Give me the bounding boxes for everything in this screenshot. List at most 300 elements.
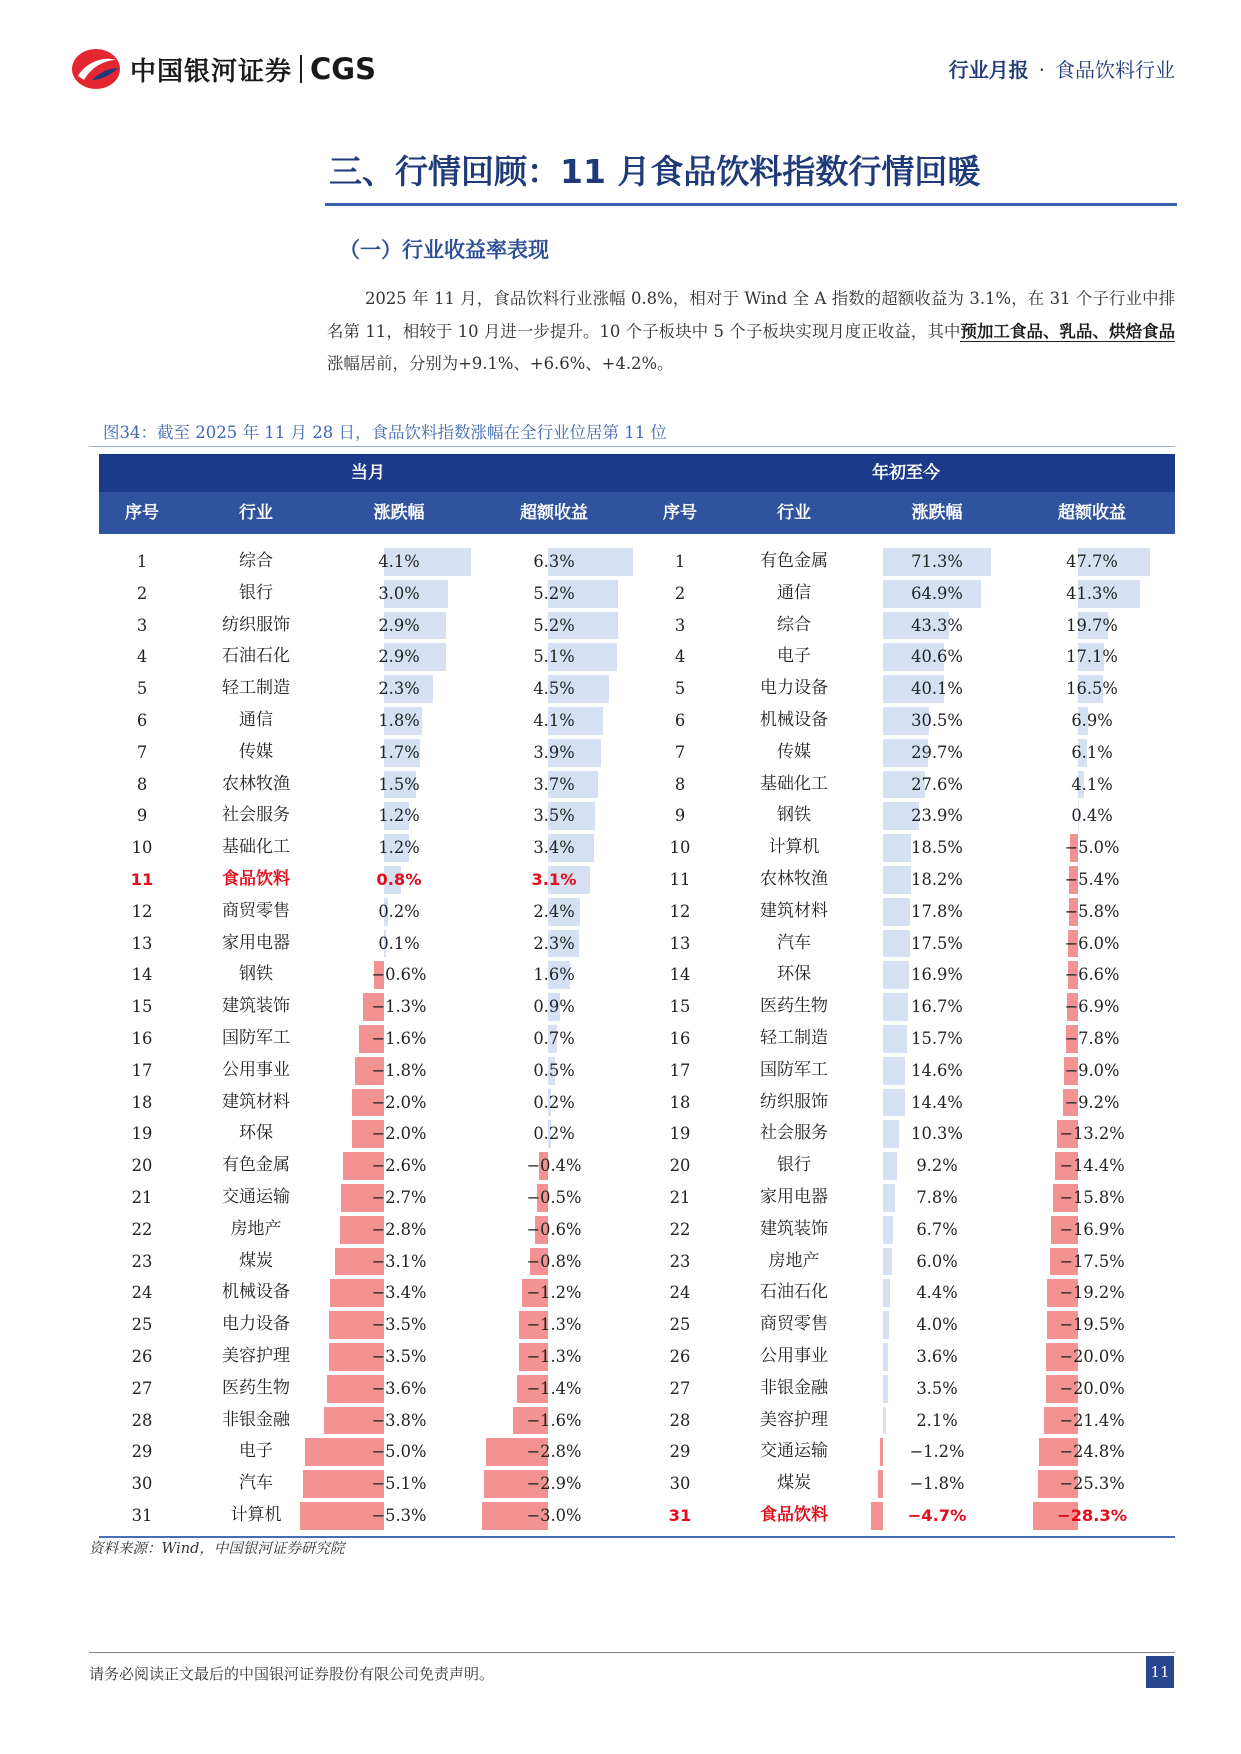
ytd-change-cell [865, 1309, 1009, 1341]
ytd-excess-label: 41.3% [1066, 583, 1118, 603]
ytd-rank: 2 [674, 583, 686, 603]
month-excess-cell [471, 1468, 637, 1500]
ytd-excess-cell [1009, 896, 1175, 928]
ytd-industry: 综合 [777, 614, 811, 635]
ytd-excess-label: −14.4% [1059, 1156, 1125, 1176]
month-excess-cell [471, 959, 637, 991]
month-rank: 5 [136, 679, 148, 699]
ytd-excess-cell [1009, 610, 1175, 642]
table-row [99, 769, 1175, 801]
month-change-cell [327, 1277, 471, 1309]
month-rank: 24 [131, 1283, 153, 1303]
month-industry: 计算机 [230, 1504, 282, 1525]
month-industry: 国防军工 [222, 1027, 290, 1048]
ytd-excess-cell [1009, 832, 1175, 864]
ytd-change-label: 6.7% [916, 1219, 958, 1239]
ytd-excess-cell [1009, 864, 1175, 896]
ytd-change-label: 64.9% [911, 583, 963, 603]
month-excess-cell [471, 1405, 637, 1437]
ytd-excess-cell [1009, 673, 1175, 705]
month-excess-cell [471, 1023, 637, 1055]
ytd-excess-label: −9.0% [1064, 1060, 1120, 1080]
table-row [99, 578, 1175, 610]
ytd-industry: 房地产 [768, 1250, 820, 1271]
ytd-industry: 电力设备 [760, 678, 828, 699]
ytd-industry: 国防军工 [760, 1059, 828, 1080]
month-change-label: −5.1% [371, 1474, 427, 1494]
ytd-rank: 13 [669, 933, 691, 953]
month-change-cell [327, 1087, 471, 1119]
ytd-group [637, 1087, 1175, 1119]
ytd-industry: 煤炭 [777, 1473, 811, 1494]
col-header-change: 涨跌幅 [373, 503, 425, 523]
ytd-change-cell [865, 1468, 1009, 1500]
table-row [99, 1214, 1175, 1246]
month-excess-label: −1.3% [526, 1315, 582, 1335]
ytd-industry: 交通运输 [760, 1441, 828, 1462]
industry-return-table [99, 454, 1175, 1538]
month-rank: 27 [131, 1378, 153, 1398]
month-excess-label: 3.7% [533, 774, 575, 794]
ytd-excess-label: −7.8% [1064, 1028, 1120, 1048]
ytd-rank: 27 [669, 1378, 691, 1398]
ytd-industry: 通信 [777, 582, 811, 603]
month-excess-label: 0.2% [533, 1124, 575, 1144]
month-change-cell [327, 1341, 471, 1373]
brand-divider [300, 55, 302, 83]
ytd-excess-label: −25.3% [1059, 1474, 1125, 1494]
month-change-label: 1.5% [378, 774, 420, 794]
ytd-excess-label: −13.2% [1059, 1124, 1125, 1144]
month-change-label: −3.4% [371, 1283, 427, 1303]
footer-divider [89, 1652, 1175, 1653]
month-rank: 23 [131, 1251, 153, 1271]
ytd-change-label: 71.3% [911, 552, 963, 571]
table-row [99, 1500, 1175, 1532]
ytd-change-cell [865, 641, 1009, 673]
ytd-rank: 16 [669, 1028, 691, 1048]
month-excess-label: 2.4% [533, 901, 575, 921]
month-rank: 17 [131, 1060, 153, 1080]
ytd-excess-label: −15.8% [1059, 1187, 1125, 1207]
ytd-change-cell [865, 1373, 1009, 1405]
ytd-group [637, 610, 1175, 642]
month-industry: 社会服务 [222, 805, 290, 826]
ytd-group [637, 1341, 1175, 1373]
table-row [99, 928, 1175, 960]
month-industry: 电力设备 [222, 1314, 290, 1335]
month-group [99, 832, 637, 864]
brand-name-en: CGS [310, 52, 376, 86]
month-excess-cell [471, 1246, 637, 1278]
ytd-rank: 17 [669, 1060, 691, 1080]
month-excess-cell [471, 1500, 637, 1532]
month-excess-cell [471, 705, 637, 737]
month-rank: 7 [136, 742, 148, 762]
month-excess-label: 0.5% [533, 1060, 575, 1080]
summary-paragraph [327, 283, 1175, 381]
ytd-group [637, 928, 1175, 960]
ytd-rank: 25 [669, 1315, 691, 1335]
ytd-excess-cell [1009, 1023, 1175, 1055]
month-change-label: −3.6% [371, 1378, 427, 1398]
ytd-excess-label: 19.7% [1066, 615, 1118, 635]
ytd-change-cell [865, 1214, 1009, 1246]
table-column-header [99, 492, 1175, 534]
ytd-excess-cell [1009, 1118, 1175, 1150]
month-excess-label: −0.6% [526, 1219, 582, 1239]
ytd-group [637, 1150, 1175, 1182]
month-group [99, 546, 637, 578]
table-row [99, 1023, 1175, 1055]
month-rank: 10 [131, 838, 153, 858]
month-excess-cell [471, 1373, 637, 1405]
ytd-group [637, 1277, 1175, 1309]
col-header-excess: 超额收益 [1058, 503, 1126, 523]
month-excess-label: 6.3% [533, 552, 575, 571]
month-change-label: −2.6% [371, 1156, 427, 1176]
month-rank: 12 [131, 901, 153, 921]
month-group [99, 1150, 637, 1182]
month-rank: 29 [131, 1442, 153, 1462]
month-change-cell [327, 546, 471, 578]
month-excess-cell [471, 610, 637, 642]
ytd-excess-label: 6.1% [1071, 742, 1113, 762]
ytd-rank: 21 [669, 1187, 691, 1207]
month-excess-label: 5.2% [533, 615, 575, 635]
month-excess-label: −2.8% [526, 1442, 582, 1462]
month-excess-cell [471, 737, 637, 769]
ytd-change-cell [865, 991, 1009, 1023]
month-rank: 25 [131, 1315, 153, 1335]
month-excess-cell [471, 1150, 637, 1182]
ytd-industry: 石油石化 [760, 1282, 828, 1303]
month-rank: 28 [131, 1410, 153, 1430]
month-excess-cell [471, 991, 637, 1023]
group-header-ytd: 年初至今 [872, 463, 940, 483]
month-change-cell [327, 769, 471, 801]
ytd-excess-label: −9.2% [1064, 1092, 1120, 1112]
ytd-rank: 10 [669, 838, 691, 858]
month-change-label: 2.3% [378, 679, 420, 699]
sub-title: （一）行业收益率表现 [339, 238, 549, 262]
table-row [99, 1118, 1175, 1150]
month-rank: 26 [131, 1346, 153, 1366]
month-excess-label: −0.5% [526, 1187, 582, 1207]
month-excess-label: −1.3% [526, 1346, 582, 1366]
month-industry: 有色金属 [222, 1155, 290, 1176]
month-group [99, 1246, 637, 1278]
month-change-label: −0.6% [371, 965, 427, 985]
month-excess-cell [471, 1436, 637, 1468]
month-industry: 美容护理 [222, 1345, 290, 1366]
ytd-change-cell [865, 1436, 1009, 1468]
month-excess-cell [471, 1277, 637, 1309]
month-excess-cell [471, 1182, 637, 1214]
month-rank: 2 [136, 583, 148, 603]
ytd-industry: 农林牧渔 [760, 868, 828, 889]
figure-divider [89, 446, 1175, 447]
ytd-change-label: 18.5% [911, 838, 963, 858]
col-header-excess: 超额收益 [520, 503, 588, 523]
month-rank: 18 [131, 1092, 153, 1112]
ytd-change-cell [865, 1182, 1009, 1214]
ytd-excess-cell [1009, 578, 1175, 610]
month-excess-label: −3.0% [526, 1505, 582, 1525]
table-row [99, 610, 1175, 642]
ytd-rank: 11 [669, 869, 691, 889]
month-change-cell [327, 1405, 471, 1437]
table-row [99, 1373, 1175, 1405]
ytd-excess-cell [1009, 1214, 1175, 1246]
month-change-cell [327, 1246, 471, 1278]
ytd-change-cell [865, 864, 1009, 896]
ytd-rank: 7 [674, 742, 686, 762]
month-change-cell [327, 737, 471, 769]
month-rank: 6 [136, 710, 148, 730]
ytd-industry: 纺织服饰 [760, 1091, 828, 1112]
brand-name-cn: 中国银河证券 [130, 56, 293, 87]
ytd-group [637, 959, 1175, 991]
ytd-change-cell [865, 1277, 1009, 1309]
month-industry: 家用电器 [222, 932, 290, 953]
month-rank: 30 [131, 1474, 153, 1494]
report-type: 行业月报 [948, 58, 1029, 82]
ytd-change-cell [865, 769, 1009, 801]
month-industry: 建筑装饰 [222, 996, 290, 1017]
ytd-rank: 23 [669, 1251, 691, 1271]
month-change-cell [327, 1436, 471, 1468]
month-change-cell [327, 896, 471, 928]
month-excess-label: −1.6% [526, 1410, 582, 1430]
paragraph-highlight: 预加工食品、乳品、烘焙食品 [960, 321, 1175, 341]
section-divider [325, 203, 1177, 206]
ytd-group [637, 546, 1175, 578]
ytd-change-cell [865, 1500, 1009, 1532]
ytd-change-label: 43.3% [911, 615, 963, 635]
month-change-label: 1.2% [378, 806, 420, 826]
month-change-cell [327, 1500, 471, 1532]
ytd-group [637, 864, 1175, 896]
ytd-excess-label: −24.8% [1059, 1442, 1125, 1462]
ytd-group [637, 578, 1175, 610]
month-change-label: 0.8% [376, 869, 422, 889]
month-excess-label: 5.1% [533, 647, 575, 667]
ytd-change-cell [865, 959, 1009, 991]
ytd-change-label: 40.1% [911, 679, 963, 699]
ytd-industry: 食品饮料 [760, 1504, 828, 1525]
ytd-rank: 31 [668, 1505, 692, 1525]
table-row [99, 641, 1175, 673]
month-change-cell [327, 832, 471, 864]
ytd-change-cell [865, 546, 1009, 578]
ytd-group [637, 1436, 1175, 1468]
month-change-label: −1.3% [371, 997, 427, 1017]
month-excess-label: 1.6% [533, 965, 575, 985]
ytd-excess-label: −5.4% [1064, 869, 1120, 889]
ytd-industry: 基础化工 [760, 773, 828, 794]
month-change-cell [327, 1023, 471, 1055]
month-change-cell [327, 1309, 471, 1341]
ytd-group [637, 641, 1175, 673]
month-group [99, 737, 637, 769]
month-change-cell [327, 991, 471, 1023]
ytd-excess-cell [1009, 1500, 1175, 1532]
ytd-industry: 钢铁 [777, 805, 811, 826]
ytd-excess-cell [1009, 769, 1175, 801]
month-rank: 13 [131, 933, 153, 953]
header-separator: · [1038, 58, 1045, 82]
table-row [99, 991, 1175, 1023]
month-excess-label: −1.4% [526, 1378, 582, 1398]
month-group [99, 673, 637, 705]
month-group [99, 1500, 637, 1532]
month-industry: 环保 [239, 1123, 273, 1144]
month-excess-cell [471, 1087, 637, 1119]
ytd-change-label: 40.6% [911, 647, 963, 667]
ytd-change-cell [865, 1341, 1009, 1373]
table-row [99, 864, 1175, 896]
ytd-excess-label: −5.0% [1064, 838, 1120, 858]
ytd-excess-label: −6.0% [1064, 933, 1120, 953]
ytd-change-label: 15.7% [911, 1028, 963, 1048]
ytd-industry: 公用事业 [760, 1345, 828, 1366]
table-group-header [99, 454, 1175, 492]
month-group [99, 800, 637, 832]
month-change-label: −2.0% [371, 1124, 427, 1144]
ytd-change-label: 4.0% [916, 1315, 958, 1335]
col-header-change: 涨跌幅 [911, 503, 963, 523]
month-rank: 15 [131, 997, 153, 1017]
month-industry: 房地产 [230, 1218, 282, 1239]
ytd-change-label: 18.2% [911, 869, 963, 889]
month-group [99, 1436, 637, 1468]
ytd-industry: 轻工制造 [760, 1027, 828, 1048]
month-excess-label: 0.7% [533, 1028, 575, 1048]
month-change-label: −5.0% [371, 1442, 427, 1462]
paragraph-part-1: 2025 年 11 月，食品饮料行业涨幅 0.8%，相对于 Wind 全 A 指数的超额收益为 3.1%，在 31 个子行业中排名第 11，相较于 10 月进一步提升。10 个子板块中 5 个子板块实现月度正收益，其中 [327, 289, 1175, 341]
month-change-label: −1.8% [371, 1060, 427, 1080]
month-group [99, 1214, 637, 1246]
ytd-change-label: 27.6% [911, 774, 963, 794]
ytd-rank: 15 [669, 997, 691, 1017]
ytd-rank: 5 [674, 679, 686, 699]
month-change-label: −2.0% [371, 1092, 427, 1112]
month-industry: 电子 [239, 1441, 273, 1462]
month-group [99, 1468, 637, 1500]
ytd-rank: 8 [674, 774, 686, 794]
ytd-industry: 美容护理 [760, 1409, 828, 1430]
ytd-change-label: 14.6% [911, 1060, 963, 1080]
month-group [99, 959, 637, 991]
col-header-rank: 序号 [125, 503, 159, 523]
ytd-industry: 社会服务 [760, 1123, 828, 1144]
ytd-industry: 计算机 [768, 837, 820, 858]
ytd-industry: 有色金属 [760, 551, 828, 571]
ytd-change-cell [865, 832, 1009, 864]
month-group [99, 1341, 637, 1373]
month-industry: 汽车 [239, 1473, 273, 1494]
ytd-industry: 建筑材料 [760, 900, 828, 921]
ytd-change-cell [865, 1118, 1009, 1150]
ytd-change-label: 4.4% [916, 1283, 958, 1303]
ytd-excess-cell [1009, 1405, 1175, 1437]
ytd-rank: 12 [669, 901, 691, 921]
paragraph-part-2: 涨幅居前，分别为+9.1%、+6.6%、+4.2%。 [327, 354, 674, 373]
month-industry: 医药生物 [222, 1377, 290, 1398]
table-row [99, 1182, 1175, 1214]
month-excess-label: 0.9% [533, 997, 575, 1017]
ytd-group [637, 769, 1175, 801]
month-rank: 4 [136, 647, 148, 667]
month-change-label: 4.1% [378, 552, 420, 571]
month-excess-cell [471, 769, 637, 801]
ytd-group [637, 1309, 1175, 1341]
ytd-excess-label: −21.4% [1059, 1410, 1125, 1430]
ytd-excess-cell [1009, 1309, 1175, 1341]
month-excess-label: 3.4% [533, 838, 575, 858]
footer-disclaimer: 请务必阅读正文最后的中国银河证券股份有限公司免责声明。 [89, 1665, 495, 1683]
ytd-group [637, 832, 1175, 864]
ytd-rank: 3 [674, 615, 686, 635]
month-rank: 20 [131, 1156, 153, 1176]
ytd-excess-cell [1009, 1055, 1175, 1087]
table-row [99, 1150, 1175, 1182]
ytd-change-cell [865, 705, 1009, 737]
month-change-label: −5.3% [371, 1505, 427, 1525]
ytd-change-cell [865, 1055, 1009, 1087]
ytd-change-label: 14.4% [911, 1092, 963, 1112]
month-excess-label: 0.2% [533, 1092, 575, 1112]
ytd-excess-label: −5.8% [1064, 901, 1120, 921]
month-industry: 石油石化 [222, 646, 290, 667]
ytd-change-cell [865, 610, 1009, 642]
ytd-change-cell [865, 673, 1009, 705]
figure-caption: 图34：截至 2025 年 11 月 28 日，食品饮料指数涨幅在全行业位居第 11 位 [103, 423, 667, 442]
month-rank: 1 [136, 552, 148, 571]
ytd-industry: 建筑装饰 [760, 1218, 828, 1239]
ytd-change-cell [865, 1087, 1009, 1119]
ytd-excess-cell [1009, 959, 1175, 991]
ytd-change-label: 3.5% [916, 1378, 958, 1398]
table-row [99, 673, 1175, 705]
month-group [99, 1309, 637, 1341]
month-change-label: −3.1% [371, 1251, 427, 1271]
month-industry: 非银金融 [222, 1409, 290, 1430]
month-change-cell [327, 1150, 471, 1182]
table-row [99, 737, 1175, 769]
month-change-label: 2.9% [378, 615, 420, 635]
ytd-rank: 30 [669, 1474, 691, 1494]
ytd-group [637, 673, 1175, 705]
ytd-excess-label: −19.2% [1059, 1283, 1125, 1303]
ytd-group [637, 1023, 1175, 1055]
month-excess-label: −2.9% [526, 1474, 582, 1494]
month-excess-cell [471, 1309, 637, 1341]
month-change-cell [327, 578, 471, 610]
month-excess-cell [471, 864, 637, 896]
month-change-label: 1.7% [378, 742, 420, 762]
month-change-cell [327, 1214, 471, 1246]
ytd-group [637, 1373, 1175, 1405]
ytd-excess-cell [1009, 800, 1175, 832]
month-excess-label: 5.2% [533, 583, 575, 603]
col-header-industry: 行业 [239, 503, 273, 523]
month-excess-cell [471, 673, 637, 705]
ytd-change-label: −1.8% [909, 1474, 965, 1494]
month-change-label: −2.8% [371, 1219, 427, 1239]
ytd-excess-cell [1009, 1436, 1175, 1468]
